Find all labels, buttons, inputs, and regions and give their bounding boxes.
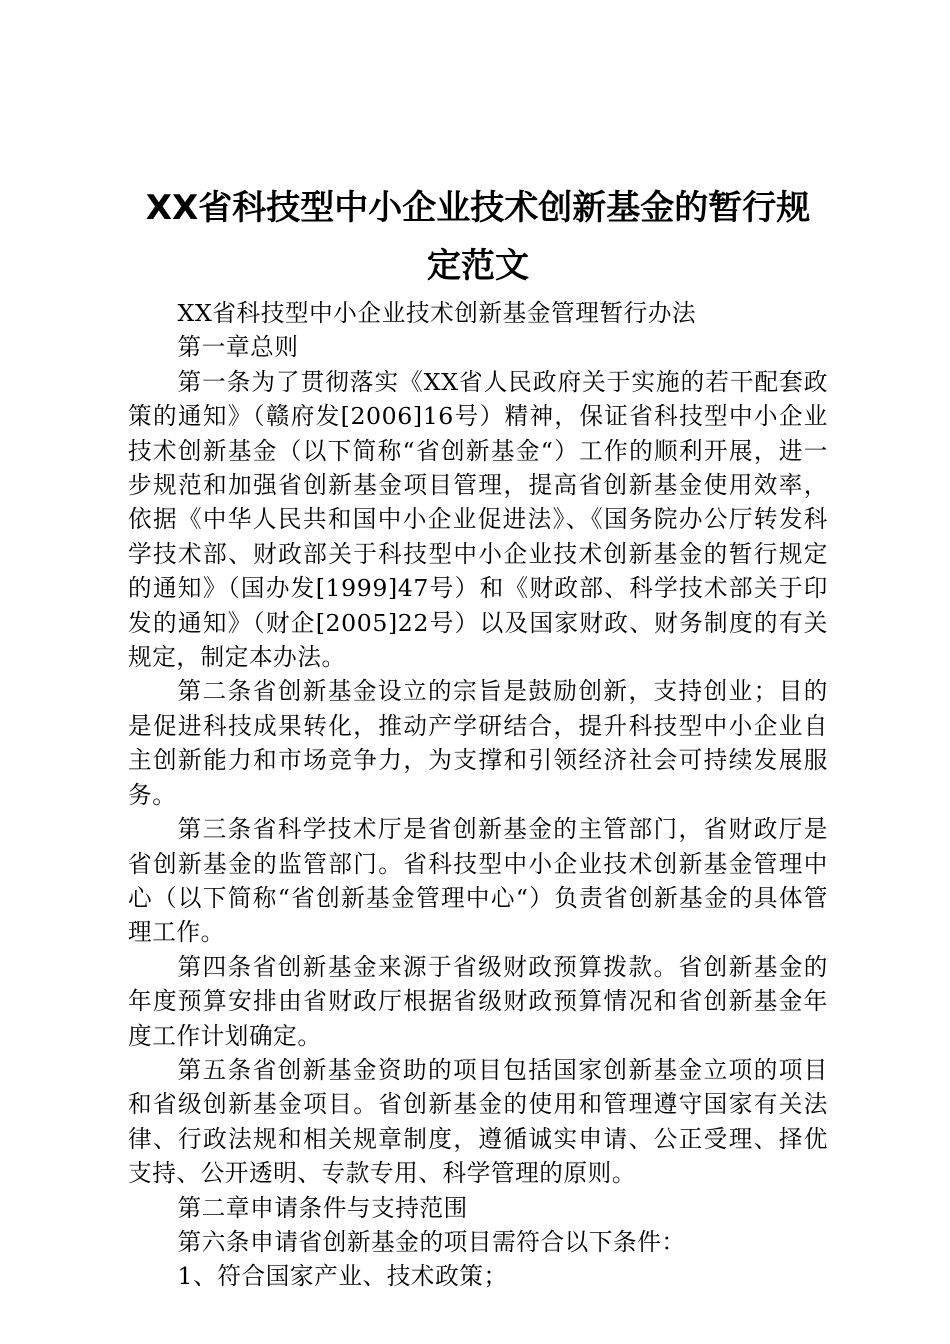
chapter-heading: 第一章总则	[177, 333, 299, 362]
chapter-heading: 第二章申请条件与支持范围	[177, 1193, 468, 1222]
article-paragraph: 第二条省创新基金设立的宗旨是鼓励创新，支持创业；目的是促进科技成果转化，推动产学研结合，提升科技型中小企业自主创新能力和市场竞争力，为支撑和引领经济社会可持续发展服务。	[128, 677, 828, 809]
article-paragraph: 第五条省创新基金资助的项目包括国家创新基金立项的项目和省级创新基金项目。省创新基金的使用和管理遵守国家有关法律、行政法规和相关规章制度，遵循诚实申请、公正受理、择优支持、公开透明、专款专用、科学管理的原则。	[128, 1055, 828, 1188]
article-paragraph: 第一条为了贯彻落实《XX省人民政府关于实施的若干配套政策的通知》（赣府发[2006]16号）精神，保证省科技型中小企业技术创新基金（以下简称“省创新基金“）工作的顺利开展，进一步规范和加强省创新基金项目管理，提高省创新基金使用效率，依据《中华人民共和国中小企业促进法》、《国务院办公厅转发科学技术部、财政部关于科技型中小企业技术创新基金的暂行规定的通知》（国办发[1999]47号）和《财政部、科学技术部关于印发的通知》（财企[2005]22号）以及国家财政、财务制度的有关规定，制定本办法。	[128, 367, 828, 672]
article-paragraph: 第四条省创新基金来源于省级财政预算拨款。省创新基金的年度预算安排由省财政厅根据省级财政预算情况和省创新基金年度工作计划确定。	[128, 952, 828, 1050]
document-title-line-1: XX省科技型中小企业技术创新基金的暂行规	[145, 188, 811, 228]
document-title-line-2: 定范文	[427, 246, 529, 286]
article-paragraph: 第三条省科学技术厅是省创新基金的主管部门，省财政厅是省创新基金的监管部门。省科技型中小企业技术创新基金管理中心（以下简称“省创新基金管理中心“）负责省创新基金的具体管理工作。	[128, 815, 828, 947]
subtitle-paragraph: XX省科技型中小企业技术创新基金管理暂行办法	[177, 299, 697, 327]
document-body	[128, 296, 828, 1294]
list-item: 1、符合国家产业、技术政策；	[177, 1262, 508, 1291]
article-paragraph: 第六条申请省创新基金的项目需符合以下条件：	[177, 1227, 686, 1256]
